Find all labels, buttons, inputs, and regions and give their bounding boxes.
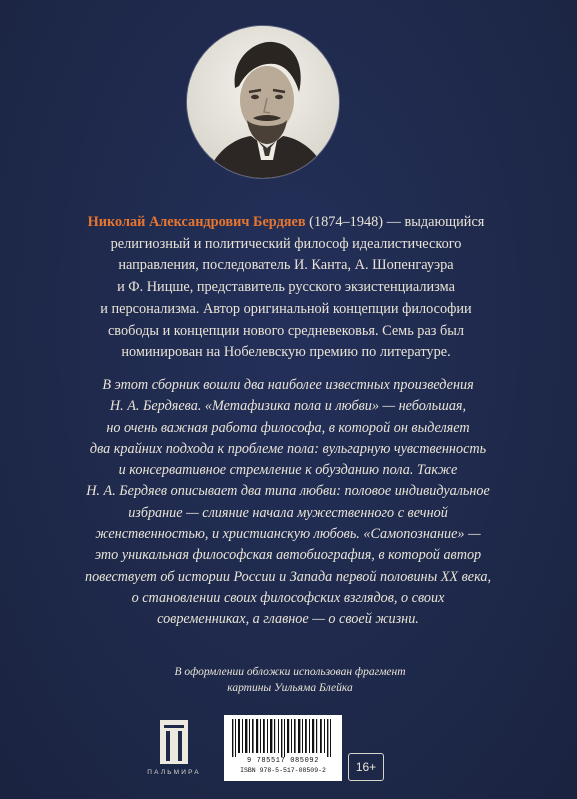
bio-line: и Ф. Ницше, представитель русского экзистенциализма [117,279,455,296]
bio-line: религиозный и политический философ идеалистического [110,235,462,252]
annotation-line: В этот сборник вошли два наиболее известных произведения [102,377,474,393]
annotation-line: и консервативное стремление к обузданию пола. Также [118,462,458,479]
annotation-line: женственностью, и христианскую любовь. «Самопознание» — [95,526,481,543]
barcode-bars [228,719,338,757]
annotation-line: Н. А. Бердяева. «Метафизика пола и любви» — небольшая, [109,398,467,415]
bio-line: свободы и концепции нового средневековья. Семь раз был [107,322,465,339]
credit-line: В оформлении обложки использован фрагмент [174,666,406,678]
palmyra-logo-icon [159,719,189,765]
bio-line: направления, последователь И. Канта, А. Шопенгауэра [118,257,454,274]
author-biography [36,212,536,364]
author-name: Николай Александрович Бердяев [87,214,306,230]
age-rating-badge: 16+ [348,753,384,781]
isbn-number: ISBN 978-5-517-08509-2 [240,767,326,774]
bio-line: номинирован на Нобелевскую премию по литературе. [121,344,451,361]
bio-line: и персонализма. Автор оригинальной концепции философии [100,300,472,317]
annotation-line: Н. А. Бердяев описывает два типа любви: половое индивидуальное [86,483,490,500]
bio-line: (1874–1948) — выдающийся [305,214,485,230]
annotation-line: но очень важная работа философа, в которой он выделяет [106,419,470,436]
author-portrait [187,26,339,178]
isbn-barcode [224,715,342,781]
annotation-line: о становлении своих философских взглядов, о своих [131,589,445,606]
annotation-line: избрание — слияние начала мужественного с вечной [128,504,448,521]
publisher-name: ПАЛЬМИРА [147,769,201,776]
annotation-line: повествует об истории России и Запада первой половины XX века, [84,568,492,585]
cover-art-credit [60,664,520,696]
book-annotation [28,375,548,631]
barcode-digits: 9 785517 085092 [246,757,319,765]
annotation-line: это уникальная философская автобиография, в которой автор [94,547,482,564]
author-portrait-image [187,26,339,178]
publisher-logo [138,719,210,789]
credit-line: картины Уильяма Блейка [227,682,353,694]
annotation-line: современниках, а главное — о своей жизни. [157,611,419,628]
annotation-line: два крайних подхода к проблеме пола: вульгарную чувственность [89,440,487,457]
